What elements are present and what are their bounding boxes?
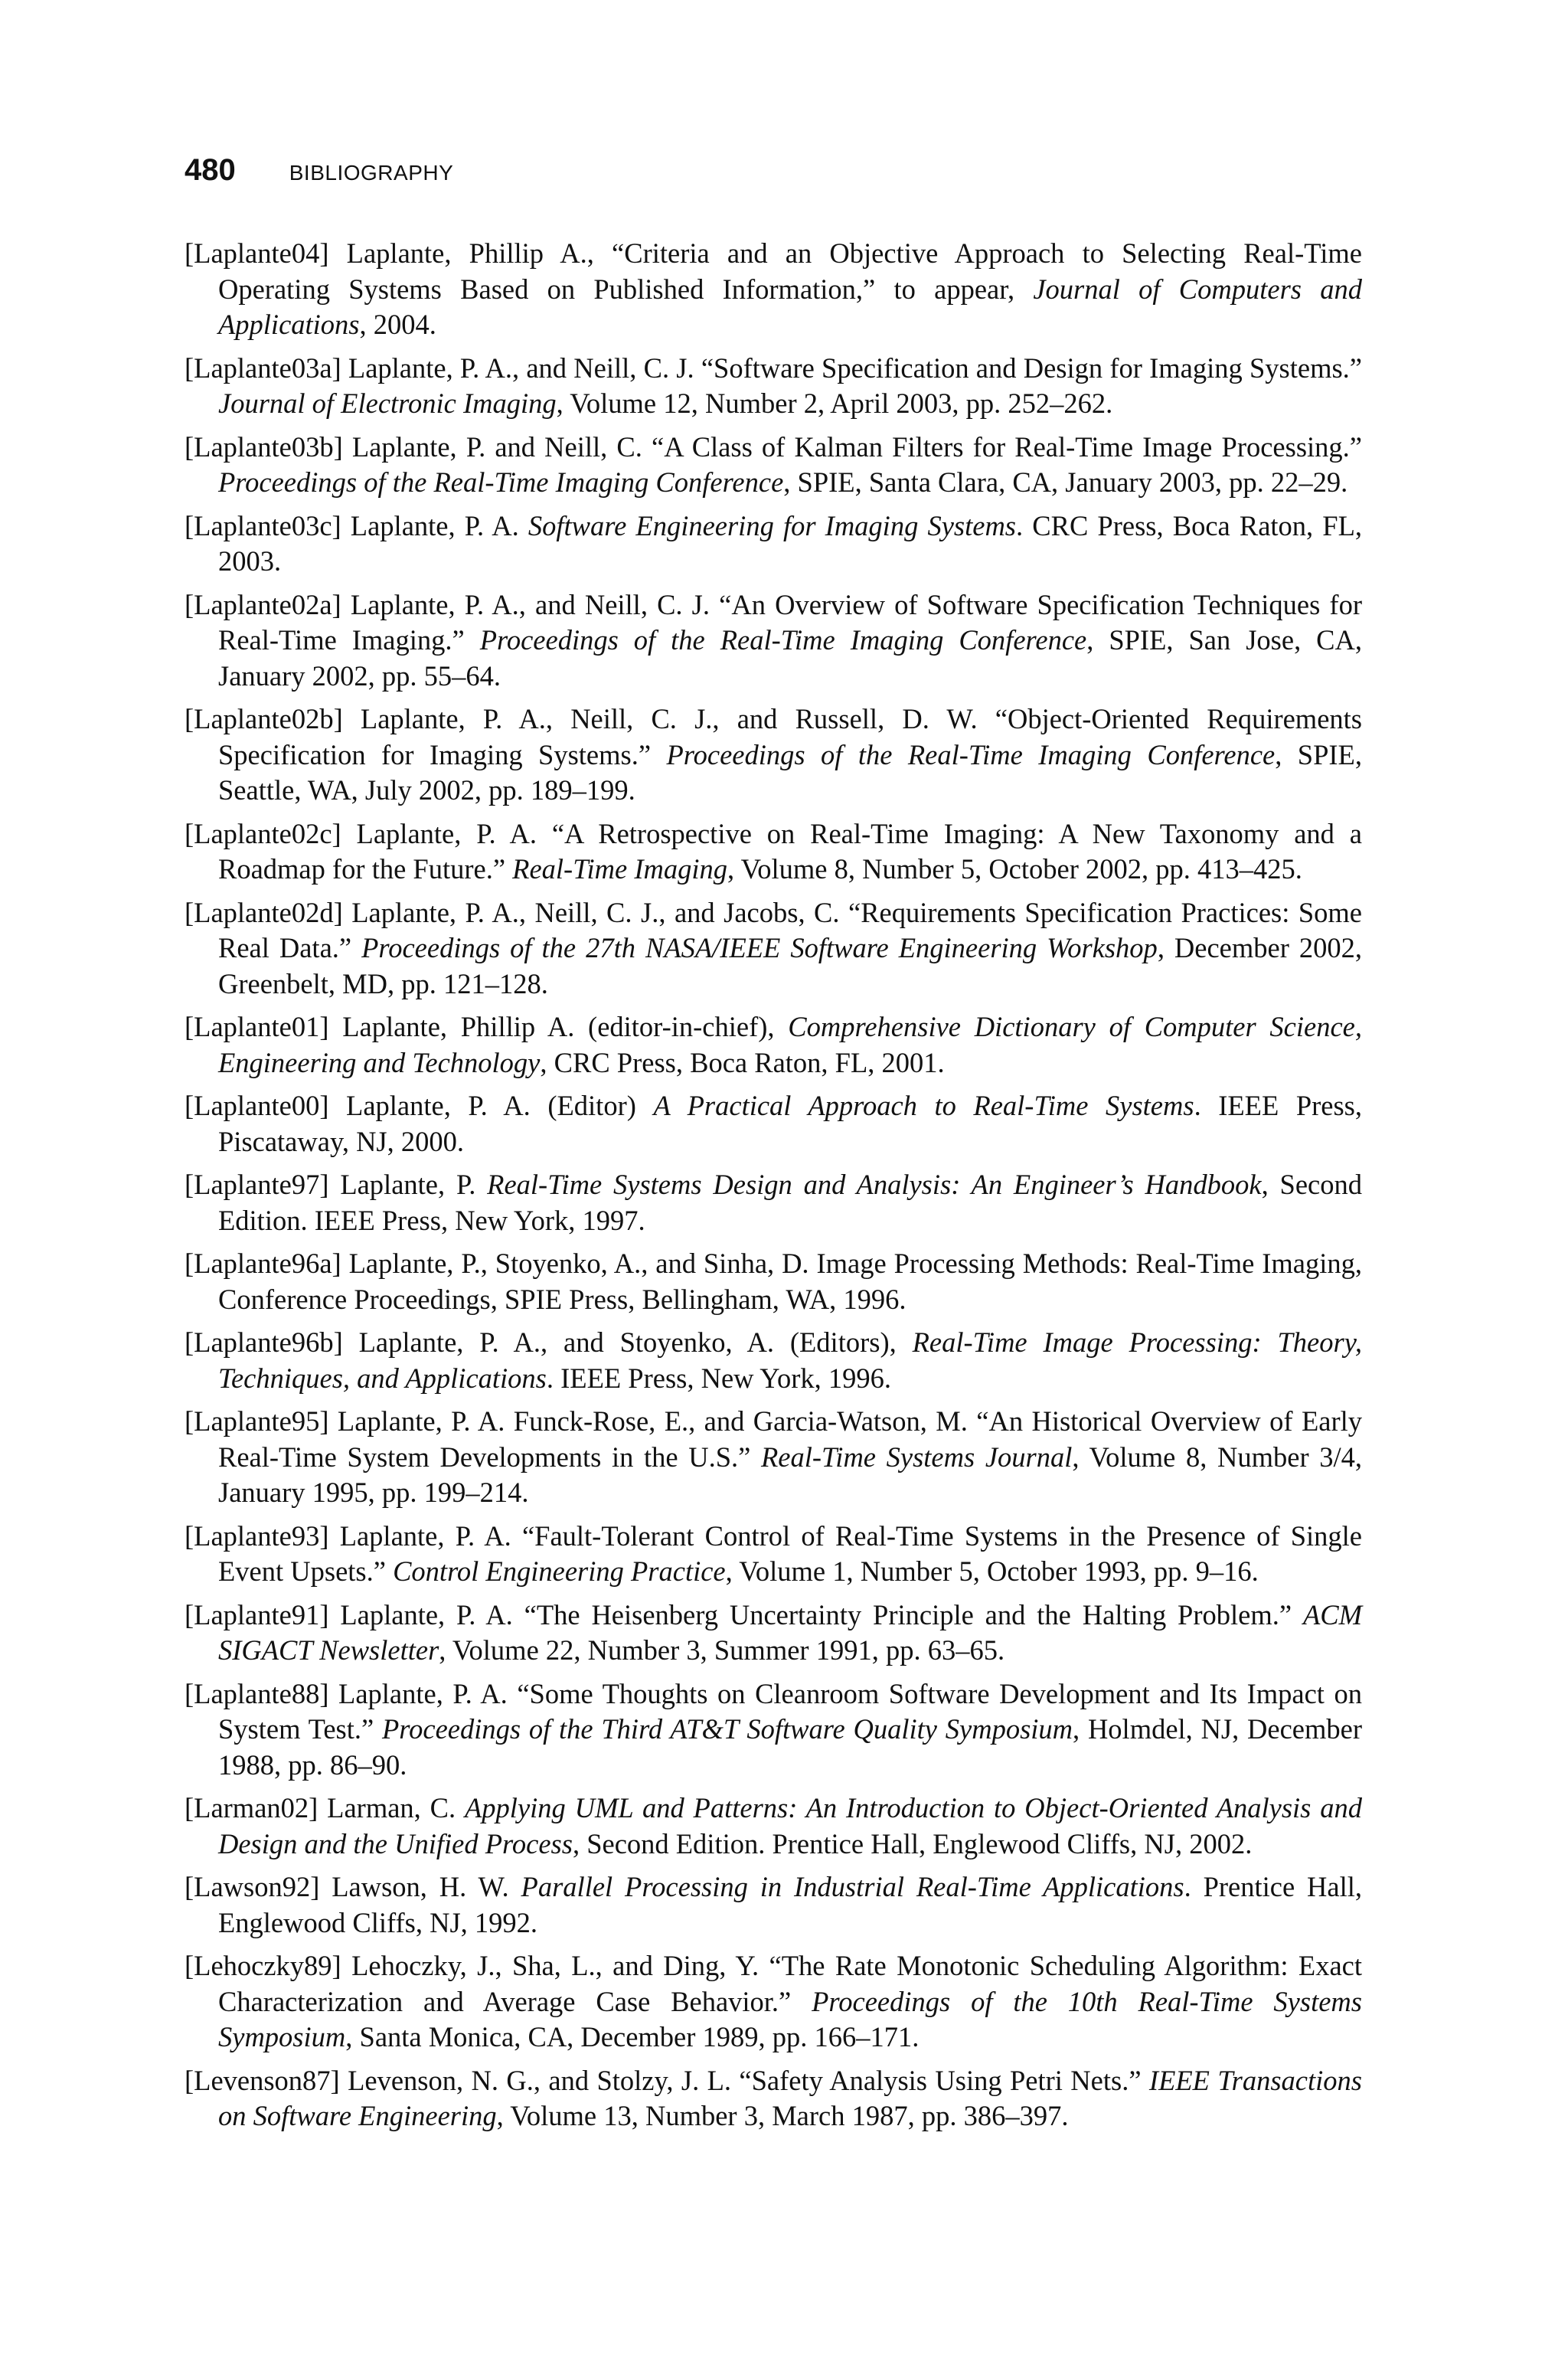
entry-text: [Laplante96a] Laplante, P., Stoyenko, A., and Sinha, D. Image Processing Methods: Real-Time Imaging, Conference Proceedings, SPIE Press, Bellingham, WA, 1996. — [185, 1248, 1362, 1315]
entry-title-italic: Real-Time Systems Journal — [760, 1441, 1073, 1473]
entry-text: , 2004. — [359, 309, 436, 340]
bibliography-entry — [185, 1246, 1362, 1317]
bibliography-entry — [185, 1948, 1362, 2056]
entry-title-italic: Proceedings of the Third AT&T Software Quality Symposium — [382, 1713, 1073, 1745]
entry-text: , Volume 1, Number 5, October 1993, pp. 9–16. — [725, 1555, 1259, 1587]
entry-text: [Laplante02d] Laplante, P. A., Neill, C. J., and Jacobs, C. “Requirements Specification Practices: Some Real Data.” — [185, 896, 1362, 963]
entry-text: , Volume 8, Number 5, October 2002, pp. 413–425. — [727, 853, 1302, 885]
entry-text: , Volume 22, Number 3, Summer 1991, pp. 63–65. — [439, 1634, 1005, 1666]
entry-text: . IEEE Press, Piscataway, NJ, 2000. — [218, 1090, 1363, 1157]
entry-text: , Holmdel, NJ, December 1988, pp. 86–90. — [218, 1713, 1362, 1781]
entry-text: [Levenson87] Levenson, N. G., and Stolzy, J. L. “Safety Analysis Using Petri Nets.” — [185, 2064, 1149, 2096]
bibliography-entry — [185, 587, 1362, 695]
bibliography-entry — [185, 1167, 1362, 1238]
bibliography-entry — [185, 1404, 1362, 1511]
bibliography-entry — [185, 1676, 1362, 1784]
entry-text: , SPIE, San Jose, CA, January 2002, pp. 55–64. — [218, 624, 1362, 692]
page-number: 480 — [185, 153, 236, 187]
entry-title-italic: Journal of Computers and Applications — [218, 273, 1362, 340]
entry-text: , December 2002, Greenbelt, MD, pp. 121–128. — [218, 932, 1362, 999]
bibliography-list — [185, 236, 1362, 2142]
entry-title-italic: Parallel Processing in Industrial Real-Time Applications — [521, 1871, 1184, 1902]
entry-title-italic: Comprehensive Dictionary of Computer Science, Engineering and Technology — [218, 1011, 1363, 1078]
entry-title-italic: Real-Time Systems Design and Analysis: An Engineer’s Handbook — [487, 1169, 1262, 1200]
entry-text: [Laplante88] Laplante, P. A. “Some Thoughts on Cleanroom Software Development and Its Impact on System Test.” — [185, 1677, 1362, 1745]
entry-text: , Second Edition. IEEE Press, New York, 1997. — [218, 1169, 1363, 1236]
entry-text: [Laplante04] Laplante, Phillip A., “Criteria and an Objective Approach to Selecting Real-Time Operating Systems Based on Published Information,” to appear, — [185, 237, 1362, 305]
entry-text: , Volume 12, Number 2, April 2003, pp. 252–262. — [556, 388, 1113, 419]
bibliography-entry — [185, 1519, 1362, 1590]
bibliography-entry — [185, 1088, 1362, 1159]
running-head — [185, 153, 453, 199]
entry-text: [Laplante93] Laplante, P. A. “Fault-Tolerant Control of Real-Time Systems in the Presence of Single Event Upsets.” — [185, 1519, 1362, 1587]
entry-text: [Laplante00] Laplante, P. A. (Editor) — [185, 1090, 654, 1121]
entry-text: [Laplante03c] Laplante, P. A. — [185, 509, 528, 541]
entry-text: [Laplante03a] Laplante, P. A., and Neill, C. J. “Software Specification and Design for Imaging Systems.” — [185, 352, 1362, 384]
entry-title-italic: Proceedings of the Real-Time Imaging Conference — [666, 738, 1276, 770]
entry-text: [Lehoczky89] Lehoczky, J., Sha, L., and Ding, Y. “The Rate Monotonic Scheduling Algorithm: Exact Characterization and Average Case Behavior.” — [185, 1950, 1362, 2017]
entry-text: [Laplante02c] Laplante, P. A. “A Retrospective on Real-Time Imaging: A New Taxonomy and a Roadmap for the Future.” — [185, 817, 1362, 885]
entry-title-italic: ACM SIGACT Newsletter — [218, 1598, 1362, 1666]
bibliography-entry — [185, 1869, 1362, 1941]
entry-title-italic: Control Engineering Practice — [393, 1555, 726, 1587]
bibliography-entry — [185, 816, 1362, 888]
entry-text: . CRC Press, Boca Raton, FL, 2003. — [218, 509, 1363, 577]
bibliography-entry — [185, 1325, 1362, 1396]
entry-text: [Larman02] Larman, C. — [185, 1792, 466, 1823]
entry-text: , Second Edition. Prentice Hall, Englewood Cliffs, NJ, 2002. — [572, 1827, 1253, 1859]
entry-title-italic: IEEE Transactions on Software Engineering — [218, 2064, 1362, 2131]
bibliography-entry — [185, 702, 1362, 809]
entry-text: , Santa Monica, CA, December 1989, pp. 166–171. — [345, 2021, 920, 2052]
entry-text: . IEEE Press, New York, 1996. — [546, 1362, 892, 1394]
entry-text: [Laplante01] Laplante, Phillip A. (editor-in-chief), — [185, 1011, 789, 1042]
entry-text: [Laplante91] Laplante, P. A. “The Heisenberg Uncertainty Principle and the Halting Problem.” — [185, 1598, 1303, 1630]
entry-text: [Lawson92] Lawson, H. W. — [185, 1871, 521, 1902]
entry-title-italic: Applying UML and Patterns: An Introduction to Object-Oriented Analysis and Design and the Unified Process — [218, 1792, 1363, 1859]
entry-title-italic: A Practical Approach to Real-Time Systems — [653, 1090, 1194, 1121]
entry-title-italic: Proceedings of the 27th NASA/IEEE Software Engineering Workshop — [361, 932, 1158, 963]
entry-text: , CRC Press, Boca Raton, FL, 2001. — [540, 1046, 945, 1078]
entry-text: [Laplante03b] Laplante, P. and Neill, C. “A Class of Kalman Filters for Real-Time Image Processing.” — [185, 430, 1362, 463]
bibliography-entry — [185, 509, 1362, 580]
entry-title-italic: Software Engineering for Imaging Systems — [528, 509, 1017, 541]
entry-title-italic: Real-Time Image Processing: Theory, Techniques, and Applications — [218, 1326, 1363, 1394]
entry-text: [Laplante95] Laplante, P. A. Funck-Rose, E., and Garcia-Watson, M. “An Historical Overview of Early Real-Time System Developments in the U.S.” — [185, 1405, 1362, 1473]
bibliography-entry — [185, 1791, 1362, 1862]
entry-text: [Laplante96b] Laplante, P. A., and Stoyenko, A. (Editors), — [185, 1326, 913, 1358]
bibliography-entry — [185, 2063, 1362, 2134]
entry-text: , Volume 13, Number 3, March 1987, pp. 386–397. — [496, 2100, 1069, 2131]
entry-title-italic: Real-Time Imaging — [512, 853, 727, 885]
bibliography-entry — [185, 1009, 1362, 1081]
entry-text: , Volume 8, Number 3/4, January 1995, pp. 199–214. — [218, 1441, 1363, 1508]
bibliography-entry — [185, 351, 1362, 422]
entry-text: [Laplante97] Laplante, P. — [185, 1169, 488, 1200]
entry-text: [Laplante02b] Laplante, P. A., Neill, C. J., and Russell, D. W. “Object-Oriented Requirements Specification for Imaging Systems.” — [185, 703, 1362, 770]
bibliography-entry — [185, 430, 1362, 501]
running-title: BIBLIOGRAPHY — [289, 161, 454, 185]
entry-text: , SPIE, Santa Clara, CA, January 2003, pp. 22–29. — [783, 466, 1348, 498]
entry-text: [Laplante02a] Laplante, P. A., and Neill, C. J. “An Overview of Software Specification Techniques for Real-Time Imaging.” — [185, 588, 1362, 656]
bibliography-entry — [185, 1598, 1362, 1669]
entry-title-italic: Journal of Electronic Imaging — [218, 388, 557, 419]
entry-title-italic: Proceedings of the Real-Time Imaging Conference — [218, 466, 784, 498]
entry-title-italic: Proceedings of the 10th Real-Time Systems Symposium — [218, 1985, 1362, 2052]
entry-text: . Prentice Hall, Englewood Cliffs, NJ, 1992. — [218, 1871, 1362, 1938]
bibliography-entry — [185, 895, 1362, 1002]
bibliography-entry — [185, 236, 1362, 343]
entry-text: , SPIE, Seattle, WA, July 2002, pp. 189–199. — [218, 738, 1362, 806]
entry-title-italic: Proceedings of the Real-Time Imaging Conference — [479, 624, 1087, 656]
